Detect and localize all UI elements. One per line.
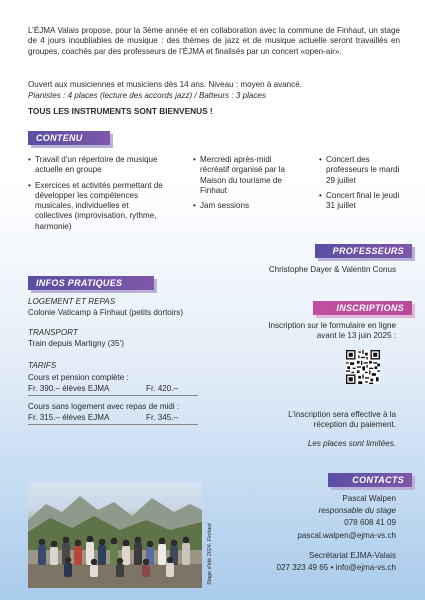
group-photo [28,482,202,588]
professeurs-header: PROFESSEURS [315,244,412,258]
qr-code[interactable] [346,350,380,384]
secretariat-name: Secrétariat EJMA-Valais [308,551,396,560]
transport-text: Train depuis Martigny (35’) [28,339,124,348]
open-to-text: Ouvert aux musiciennes et musiciens dès 14 ans. Niveau : moyen à avancé. [28,80,302,89]
contenu-col2 [193,155,295,216]
list-item: • Jam sessions [193,201,295,211]
tarif1-price: Fr. 390.– élèves EJMA [28,384,110,393]
places-text: Pianistes : 4 places (lecture des accords jazz) / Batteurs : 3 places [28,91,266,100]
tarif1-label: Cours et pension complète : [28,373,129,382]
tarif-divider [28,424,198,425]
list-item: • Exercices et activités permettant de développer les compétences musicales, individuelles et collectives (improvisation, rythme, harmonie) [28,181,163,232]
logement-label: LOGEMENT ET REPAS [28,297,116,306]
tarif-divider [28,395,198,396]
list-item: • Travail d’un répertoire de musique actuelle en groupe [28,155,163,176]
logement-text: Colonie Vaticamp à Finhaut (petits dortoirs) [28,308,184,317]
tarif2-label: Cours sans logement avec repas de midi : [28,402,180,411]
inscriptions-header: INSCRIPTIONS [313,301,412,315]
inscription-effective: L’inscription sera effective à la réception du paiement. [288,410,396,430]
tarif1-price-external: Fr. 420.– [146,384,178,393]
transport-label: TRANSPORT [28,328,78,337]
places-limitees: Les places sont limitées. [307,439,396,448]
tarifs-label: TARIFS [28,361,57,370]
contact-email[interactable]: pascal.walpen@ejma-vs.ch [297,531,396,540]
contacts-header: CONTACTS [328,473,412,487]
qr-code-icon [346,350,380,384]
professeurs-names: Christophe Dayer & Valentin Conus [268,265,396,274]
list-item: • Mercredi après-midi récréatif organisé par la Maison du tourisme de Finhaut [193,155,295,196]
list-item: • Concert des professeurs le mardi 29 juillet [319,155,404,186]
tarif2-price: Fr. 315.– élèves EJMA [28,413,110,422]
infos-header: INFOS PRATIQUES [28,276,154,290]
all-instruments-text: TOUS LES INSTRUMENTS SONT BIENVENUS ! [28,106,213,116]
intro-paragraph: L’ÉJMA Valais propose, pour la 3ème année et en collaboration avec la commune de Finhaut, un stage de 4 jours inoubliables de musique : des thèmes de jazz et de musique actuelle seront travaillés en groupes, coachés par des professeurs de l’ÉJMA et finalisés par un concert «open-air». [28,26,400,56]
contenu-col3 [319,155,404,216]
photo-caption-text: Stage d’été 2024, Finhaut [207,523,213,585]
tarif2-price-external: Fr. 345.– [146,413,178,422]
secretariat-contact[interactable]: 027 323 49 65 • info@ejma-vs.ch [276,563,396,572]
inscription-text: Inscription sur le formulaire en ligne avant le 13 juin 2025 : [268,321,396,341]
contenu-col1 [28,155,163,237]
group-photo-image [28,482,202,588]
contact-name: Pascal Walpen [342,494,396,503]
list-item: • Concert final le jeudi 31 juillet [319,191,404,212]
contact-role: responsable du stage [318,506,396,515]
contenu-header: CONTENU [28,131,110,145]
contact-phone[interactable]: 078 608 41 09 [344,518,396,527]
